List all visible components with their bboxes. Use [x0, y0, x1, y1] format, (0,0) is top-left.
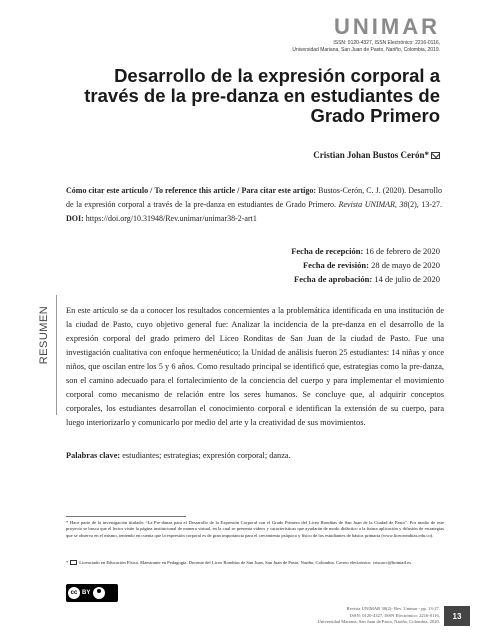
keywords-line [66, 450, 444, 462]
dates-block [291, 244, 440, 286]
page-footer [240, 606, 440, 626]
abstract-text: En este artículo se da a conocer los resultados concernientes a la problemática identificada en una institución de la ciudad de Pasto, cuyo objetivo general fue: Analizar la incidencia de la pre-danza en el desarrollo de la expresión corporal del grado primero del Liceo Ronditas de San Juan de la ciudad de Pasto. Fue una investigación cualitativa con enfoque hermenéutico; la Unidad de análisis fueron 25 estudiantes: 14 niñas y once niños, que oscilan entre los 5 y 6 años. Como resultado principal se identificó que, estrategias como la pre-danza, son el camino adecuado para el fortalecimiento de la conciencia del cuerpo y para implementar el movimiento corporal como mecanismo de relación entre los seres humanos. Se concluye que, al adquirir conceptos corporales, los estudiantes desarrollan el conocimiento corporal e identifican la extensión de su cuerpo, para luego interiorizarlo y comunicarlo por medio del arte y la creatividad de sus movimientos. [66, 306, 444, 427]
issn-line-1: ISSN: 0120-4327, ISSN Electrónico: 2216-0116, [333, 40, 440, 46]
footnote-2-mark: * [66, 560, 69, 565]
keywords-label: Palabras clave: [66, 451, 121, 460]
date-approved [291, 272, 440, 286]
mail-icon[interactable] [431, 152, 440, 159]
citation-label: Cómo citar este artículo / To reference this article / Para citar este artigo: [66, 186, 317, 195]
date-revised-value: 28 de mayo de 2020 [368, 260, 440, 270]
date-received-label: Fecha de recepción: [291, 246, 364, 256]
footnote-2-text: Licenciado en Educación Física. Maestrante en Pedagogía. Docente del Liceo Ronditas de San Juan, San Juan de Pasto, Nariño, Colombia. Correo electrónico: crisoacc@hotmail.es [79, 560, 411, 565]
author-line [313, 150, 440, 160]
cc-text: cc [70, 590, 78, 596]
date-received-value: 16 de febrero de 2020 [363, 246, 440, 256]
issn-line-2: Universidad Mariana, San Juan de Pasto, Nariño, Colombia, 2019. [292, 47, 440, 53]
issn-info [292, 40, 440, 54]
section-label-resumen [34, 300, 54, 370]
citation-text-2: (2), 13-27. [407, 200, 443, 209]
citation-text-1: Bustos-Cerón, C. J. (2020). Desarrollo de la expresión corporal a través de la pre-danza en estudiantes de Grado Primero. [66, 186, 442, 209]
keywords-value: estudiantes; estrategias; expresión corporal; danza. [120, 451, 291, 460]
footnote-divider [66, 516, 186, 517]
footer-line-3: Universidad Mariana, San Juan de Pasto, Nariño, Colombia, 2020. [317, 619, 440, 624]
date-received [291, 244, 440, 258]
citation-block [66, 184, 442, 226]
journal-brand: UNIMAR [334, 14, 440, 39]
page-number: 13 [444, 606, 470, 626]
cc-license-badge[interactable] [66, 584, 118, 602]
citation-journal: Revista UNIMAR, 38 [338, 200, 408, 209]
mail-icon[interactable] [70, 560, 77, 565]
doi-label: DOI: [66, 214, 84, 223]
author-name: Cristian Johan Bustos Cerón* [313, 150, 429, 160]
cc-by-label: BY [82, 590, 91, 596]
date-approved-label: Fecha de aprobación: [294, 274, 373, 284]
footnote-2 [66, 560, 444, 566]
attribution-icon [93, 587, 105, 599]
footer-line-2: ISSN: 0120-4327, ISSN Electrónico: 2216-0116, [349, 612, 440, 618]
cc-icon [68, 587, 80, 599]
section-divider [56, 295, 57, 415]
footnote-1: * Hace parte de la investigación titulada: “La Pre-danza para el Desarrollo de la Expresión Corporal con el Grado Primero del Liceo Ronditas de San Juan de la Ciudad de Pasto”. Por medio de este proyecto se busca que el lector visite la página institucional de manera virtual, en la cual se presenta videos y características que ayudarán de modo didáctico a la futura aplicación y difusión de estrategias que se observa en el mismo, teniendo en cuenta que la expresión corporal es de gran importancia para el crecimiento psíquico y físico de los estudiantes de básica primaria (www.liceoronditas.edu.co). [66, 520, 444, 538]
date-revised-label: Fecha de revisión: [302, 260, 369, 270]
article-title: Desarrollo de la expresión corporal a través de la pre-danza en estudiantes de Grado Primero [84, 65, 440, 126]
section-label-text: RESUMEN [38, 305, 50, 365]
date-approved-value: 14 de julio de 2020 [372, 274, 440, 284]
doi-link[interactable]: https://doi.org/10.31948/Rev.unimar/unimar38-2-art1 [83, 214, 257, 223]
footer-line-1: Revista UNIMAR 38(2)- Rev. Unimar - pp. 13-27. [346, 606, 440, 611]
date-revised [291, 258, 440, 272]
